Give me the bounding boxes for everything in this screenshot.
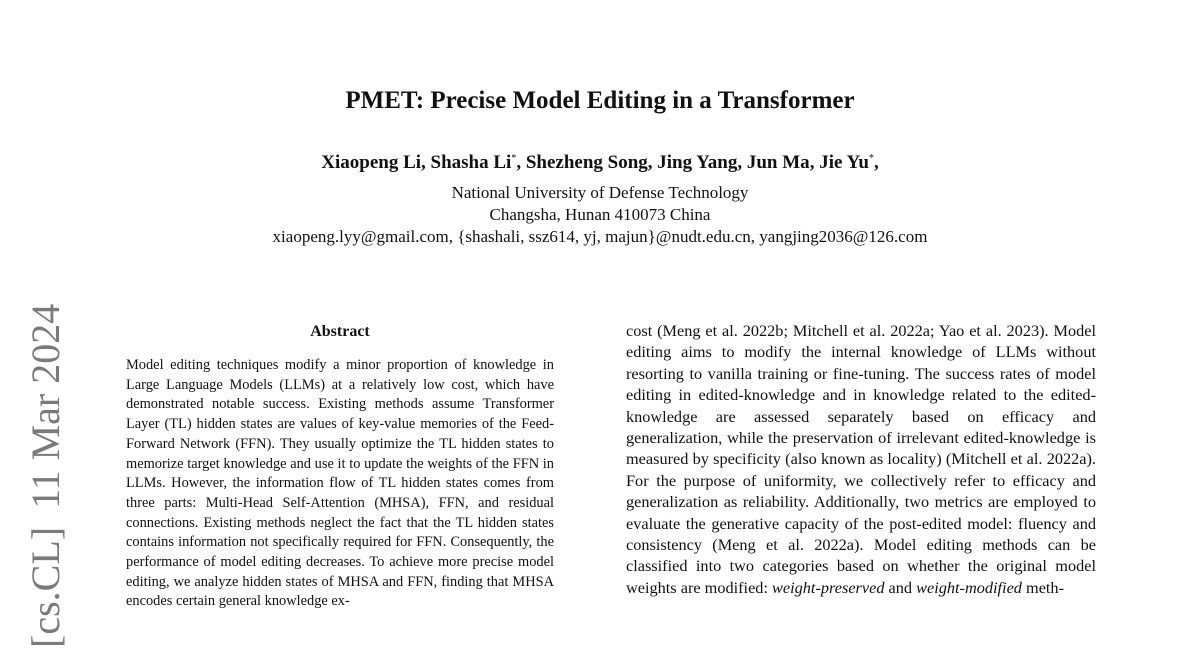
email-list: xiaopeng.lyy@gmail.com, {shashali, ssz614, yj, majun}@nudt.edu.cn, yangjing2036@126.com xyxy=(272,227,928,246)
term-weight-preserved: weight-preserved xyxy=(772,577,885,597)
left-column xyxy=(126,320,554,612)
author-list xyxy=(0,146,1200,176)
abstract-heading: Abstract xyxy=(310,323,370,340)
author: Jing Yang, xyxy=(657,152,747,173)
author: Jie Yu*, xyxy=(819,152,879,173)
institution: National University of Defense Technology xyxy=(451,183,749,202)
author: Jun Ma, xyxy=(746,152,820,173)
author: Xiaopeng Li, xyxy=(321,152,431,173)
abstract-text: Model editing techniques modify a minor proportion of knowledge in Large Language Models (LLMs) at a relatively low cost, which have demonstrated notable success. Existing methods assume Transformer Layer (TL) hidden states are values of key-value memories of the Feed-Forward Network (FFN). They usually optimize the TL hidden states to memorize target knowledge and use it to update the weights of the FFN in LLMs. However, the information flow of TL hidden states comes from three parts: Multi-Head Self-Attention (MHSA), FFN, and residual connections. Existing methods neglect the fact that the TL hidden states contains information not specifically required for FFN. Consequently, the performance of model editing decreases. To achieve more precise model editing, we analyze hidden states of MHSA and FFN, finding that MHSA encodes certain general knowledge ex- xyxy=(126,357,554,610)
affiliation-block xyxy=(0,182,1200,248)
arxiv-category: [cs.CL] xyxy=(23,526,68,648)
right-column xyxy=(626,320,1096,598)
address: Changsha, Hunan 410073 China xyxy=(489,205,711,224)
term-weight-modified: weight-modified xyxy=(916,577,1022,597)
author: Shezheng Song, xyxy=(525,152,658,173)
arxiv-stamp xyxy=(24,288,68,648)
body-paragraph: cost (Meng et al. 2022b; Mitchell et al. 2022a; Yao et al. 2023). Model editing aims to modify the internal knowledge of LLMs without resorting to vanilla training or fine-tuning. The success rates of model editing in edited-knowledge and in knowledge related to the edited-knowledge are assessed separately based on efficacy and generalization, while the preservation of irrelevant edited-knowledge is measured by specificity (also known as locality) (Mitchell et al. 2022a). For the purpose of uniformity, we collectively refer to efficacy and generalization as reliability. Additionally, two metrics are employed to evaluate the generative capacity of the post-edited model: fluency and consistency (Meng et al. 2022a). Model editing methods can be classified into two categories based on whether the original model weights are modified: weight-preserved and weight-modified meth- xyxy=(626,321,1096,597)
author: Shasha Li*, xyxy=(430,152,526,173)
arxiv-date: 11 Mar 2024 xyxy=(23,303,68,509)
paper-title: PMET: Precise Model Editing in a Transformer xyxy=(345,87,855,114)
